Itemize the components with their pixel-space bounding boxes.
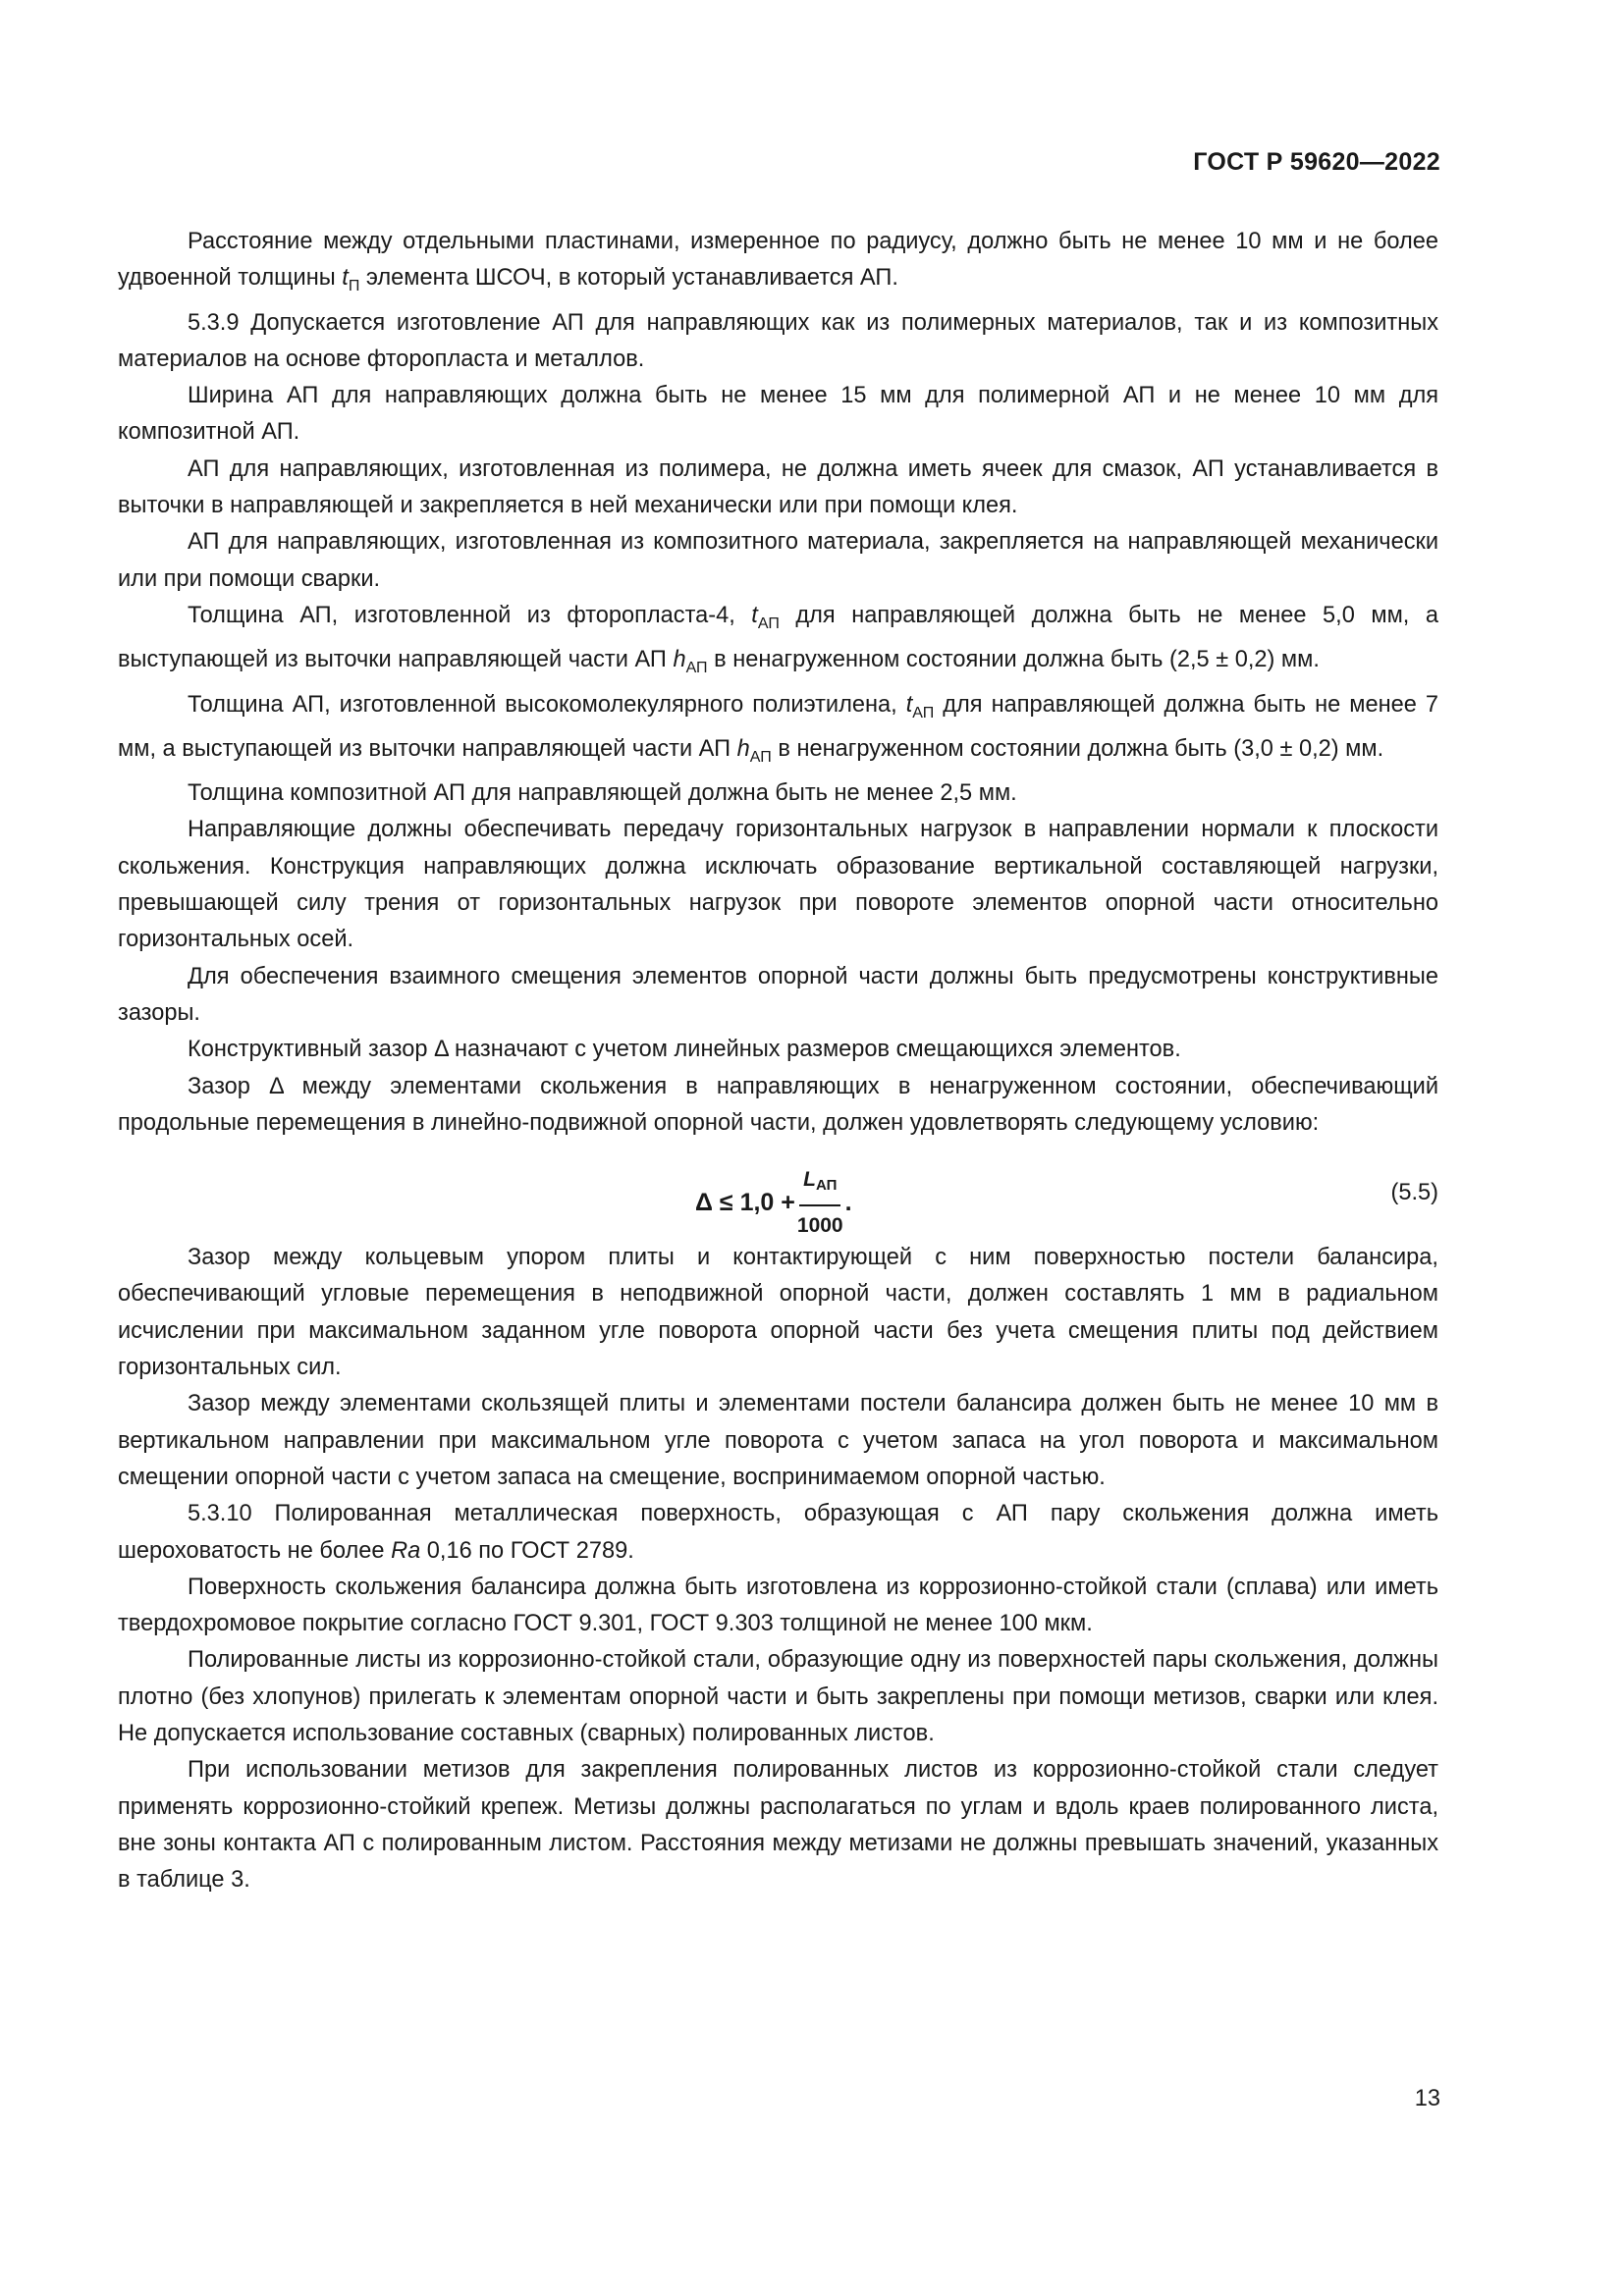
formula-numerator (799, 1161, 840, 1206)
subscript: АП (912, 704, 935, 721)
text-run: для направляющей должна быть не менее 7 мм, а выступающей из выточки направляющей части АП (118, 691, 1438, 762)
paragraph (118, 687, 1438, 776)
formula-block (118, 1142, 1438, 1240)
symbol: h (736, 735, 750, 762)
paragraph: АП для направляющих, изготовленная из композитного материала, закрепляется на направляющей механически или при помощи сварки. (118, 529, 1438, 592)
symbol: h (673, 647, 686, 673)
paragraph (118, 1496, 1438, 1570)
formula-fraction (797, 1161, 843, 1245)
text-run: Толщина АП, изготовленной из фторопласта-4, (188, 602, 752, 628)
paragraph: Поверхность скольжения балансира должна быть изготовлена из коррозионно-стойкой стали (сплава) или иметь твердохромовое покрытие согласно ГОСТ 9.301, ГОСТ 9.303 толщиной не менее 100 мкм. (118, 1574, 1438, 1637)
formula-numerator-symbol: L (803, 1168, 816, 1192)
paragraph: При использовании метизов для закрепления полированных листов из коррозионно-стойкой стали следует применять коррозионно-стойкий крепеж. Метизы должны располагаться по углам и вдоль краев полированного листа, вне зоны контакта АП с полированным листом. Расстояния между метизами не должны превышать значений, указанных в таблице 3. (118, 1757, 1438, 1894)
subscript: АП (749, 748, 772, 766)
paragraph: Ширина АП для направляющих должна быть не менее 15 мм для полимерной АП и не менее 10 мм для композитной АП. (118, 383, 1438, 446)
formula-tail: . (844, 1188, 852, 1216)
paragraph (118, 598, 1438, 687)
text-run: 5.3.10 Полированная металлическая поверхность, образующая с АП пару скольжения должна иметь шероховатость не более (118, 1501, 1438, 1564)
subscript: АП (685, 660, 708, 677)
paragraph: 5.3.9 Допускается изготовление АП для направляющих как из полимерных материалов, так и из композитных материалов на основе фторопласта и металлов. (118, 309, 1438, 372)
subscript: П (348, 278, 360, 295)
formula (695, 1161, 852, 1245)
symbol: t (905, 691, 913, 718)
text-run: для направляющей должна быть не менее 5,0 мм, а выступающей из выточки направляющей части АП (118, 602, 1438, 673)
paragraph: Зазор между кольцевым упором плиты и контактирующей с ним поверхностью постели балансира, обеспечивающий угловые перемещения в неподвижной опорной части, должен составлять 1 мм в радиальном исчислении при максимальном заданном угле поворота опорной части без учета смещения плиты под действием горизонтальных сил. (118, 1245, 1438, 1381)
symbol: t (342, 265, 349, 292)
standard-designation: ГОСТ Р 59620—2022 (1193, 148, 1440, 176)
formula-numerator-subscript: АП (815, 1177, 838, 1195)
text-run: в ненагруженном состоянии должна быть (2,5 ± 0,2) мм. (707, 647, 1320, 673)
paragraph (118, 224, 1438, 305)
paragraph: Направляющие должны обеспечивать передачу горизонтальных нагрузок в направлении нормали к плоскости скольжения. Конструкция направляющих должна исключать образование вертикальной составляющей нагрузки, превышающей силу трения от горизонтальных нагрузок при повороте элементов опорной части относительно горизонтальных осей. (118, 817, 1438, 953)
text-run: Расстояние между отдельными пластинами, измеренное по радиусу, должно быть не менее 10 мм и не более удвоенной толщины (118, 229, 1438, 292)
paragraph: Толщина композитной АП для направляющей должна быть не менее 2,5 мм. (188, 780, 1017, 807)
paragraph: Зазор Δ между элементами скольжения в направляющих в ненагруженном состоянии, обеспечивающий продольные перемещения в линейно-подвижной опорной части, должен удовлетворять следующему условию: (118, 1073, 1438, 1136)
paragraph: Для обеспечения взаимного смещения элементов опорной части должны быть предусмотрены конструктивные зазоры. (118, 963, 1438, 1026)
text-run: 0,16 по ГОСТ 2789. (420, 1537, 634, 1564)
paragraph: Зазор между элементами скользящей плиты и элементами постели балансира должен быть не менее 10 мм в вертикальном направлении при максимальном угле поворота с учетом запаса на угол поворота и максимальном смещении опорной части с учетом запаса на смещение, воспринимаемом опорной частью. (118, 1391, 1438, 1490)
paragraph: АП для направляющих, изготовленная из полимера, не должна иметь ячеек для смазок, АП устанавливается в выточки в направляющей и закрепляется в ней механически или при помощи клея. (118, 455, 1438, 519)
subscript: АП (757, 614, 780, 632)
text-run: Толщина АП, изготовленной высокомолекулярного полиэтилена, (188, 691, 906, 718)
text-run: элемента ШСОЧ, в который устанавливается АП. (359, 265, 898, 292)
equation-number: (5.5) (1390, 1180, 1438, 1206)
paragraph: Конструктивный зазор Δ назначают с учетом линейных размеров смещающихся элементов. (188, 1037, 1181, 1063)
text-run: в ненагруженном состоянии должна быть (3,0 ± 0,2) мм. (771, 735, 1384, 762)
formula-lhs: Δ ≤ 1,0 + (695, 1188, 795, 1216)
symbol: t (751, 602, 758, 628)
symbol: Ra (391, 1537, 421, 1564)
page-number: 13 (1414, 2086, 1440, 2111)
paragraph: Полированные листы из коррозионно-стойкой стали, образующие одну из поверхностей пары скольжения, должны плотно (без хлопунов) прилегать к элементам опорной части и быть закреплены при помощи метизов, сварки или клея. Не допускается использование составных (сварных) полированных листов. (118, 1647, 1438, 1746)
formula-denominator: 1000 (796, 1214, 843, 1238)
document-body (118, 224, 1438, 1898)
